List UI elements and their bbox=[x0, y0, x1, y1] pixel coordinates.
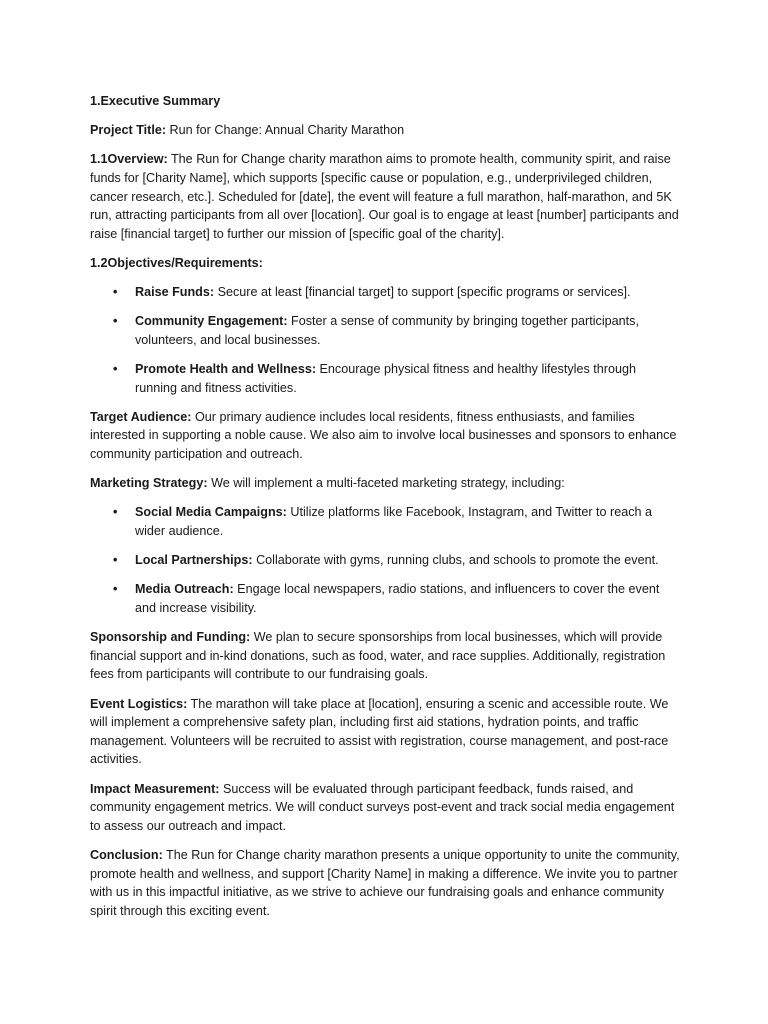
document-page bbox=[90, 92, 680, 931]
conclusion-label: Conclusion: bbox=[90, 847, 163, 862]
conclusion-text: The Run for Change charity marathon presents a unique opportunity to unite the community, promote health and wellness, and support [Charity Name] in making a difference. We invite you to partner with us in this impactful initiative, as we strive to achieve our fundraising goals and enhance community spirit through this exciting event. bbox=[90, 847, 680, 918]
impact-label: Impact Measurement: bbox=[90, 781, 220, 796]
section-heading: 1.Executive Summary bbox=[90, 94, 221, 108]
logistics-text: The marathon will take place at [location], ensuring a scenic and accessible route. We will implement a comprehensive safety plan, including first aid stations, hydration points, and traffic management. Volunteers will be recruited to assist with registration, course management, and post-race activities. bbox=[90, 696, 669, 767]
logistics-paragraph bbox=[90, 695, 680, 769]
marketing-text: We will implement a multi-faceted marketing strategy, including: bbox=[207, 476, 565, 491]
objectives-heading: 1.2Objectives/Requirements: bbox=[90, 255, 263, 270]
logistics-label: Event Logistics: bbox=[90, 696, 188, 711]
impact-paragraph bbox=[90, 780, 680, 836]
list-item: • Promote Health and Wellness: Encourage physical fitness and healthy lifestyles through running and fitness activities. bbox=[90, 360, 680, 397]
objectives-list bbox=[90, 283, 680, 397]
sponsorship-paragraph bbox=[90, 628, 680, 684]
sponsorship-text: We plan to secure sponsorships from local businesses, which will provide financial support and in-kind donations, such as food, water, and race supplies. Additionally, registration fees from participants will contribute to our fundraising goals. bbox=[90, 630, 666, 682]
overview-text: The Run for Change charity marathon aims to promote health, community spirit, and raise funds for [Charity Name], which supports [specific cause or population, e.g., underprivileged children, cancer research, etc.]. Scheduled for [date], the event will feature a full marathon, half-marathon, and 5K run, attracting participants from all over [location]. Our goal is to engage at least [number] participants and raise [financial target] to further our mission of [specific goal of the charity]. bbox=[90, 152, 679, 241]
overview-paragraph bbox=[90, 150, 680, 243]
impact-text: Success will be evaluated through participant feedback, funds raised, and community engagement metrics. We will conduct surveys post-event and track social media engagement to assess our outreach and impact. bbox=[90, 781, 675, 833]
marketing-list bbox=[90, 503, 680, 617]
conclusion-paragraph bbox=[90, 846, 680, 920]
list-item: • Local Partnerships: Collaborate with gyms, running clubs, and schools to promote the event. bbox=[90, 551, 680, 570]
list-item: • Community Engagement: Foster a sense of community by bringing together participants, volunteers, and local businesses. bbox=[90, 312, 680, 349]
target-audience-label: Target Audience: bbox=[90, 409, 192, 424]
project-title-paragraph bbox=[90, 121, 680, 140]
marketing-paragraph bbox=[90, 474, 680, 493]
project-title-label: Project Title: bbox=[90, 123, 167, 138]
marketing-label: Marketing Strategy: bbox=[90, 476, 208, 491]
target-audience-paragraph bbox=[90, 408, 680, 464]
list-item: • Raise Funds: Secure at least [financial target] to support [specific programs or services]. bbox=[90, 283, 680, 302]
overview-label: 1.1Overview: bbox=[90, 152, 168, 167]
sponsorship-label: Sponsorship and Funding: bbox=[90, 630, 251, 645]
project-title-value: Run for Change: Annual Charity Marathon bbox=[166, 123, 405, 138]
list-item: • Social Media Campaigns: Utilize platforms like Facebook, Instagram, and Twitter to reach a wider audience. bbox=[90, 503, 680, 540]
list-item: • Media Outreach: Engage local newspapers, radio stations, and influencers to cover the event and increase visibility. bbox=[90, 580, 680, 617]
target-audience-text: Our primary audience includes local residents, fitness enthusiasts, and families interested in supporting a noble cause. We also aim to involve local businesses and sponsors to enhance community participation and outreach. bbox=[90, 409, 677, 462]
